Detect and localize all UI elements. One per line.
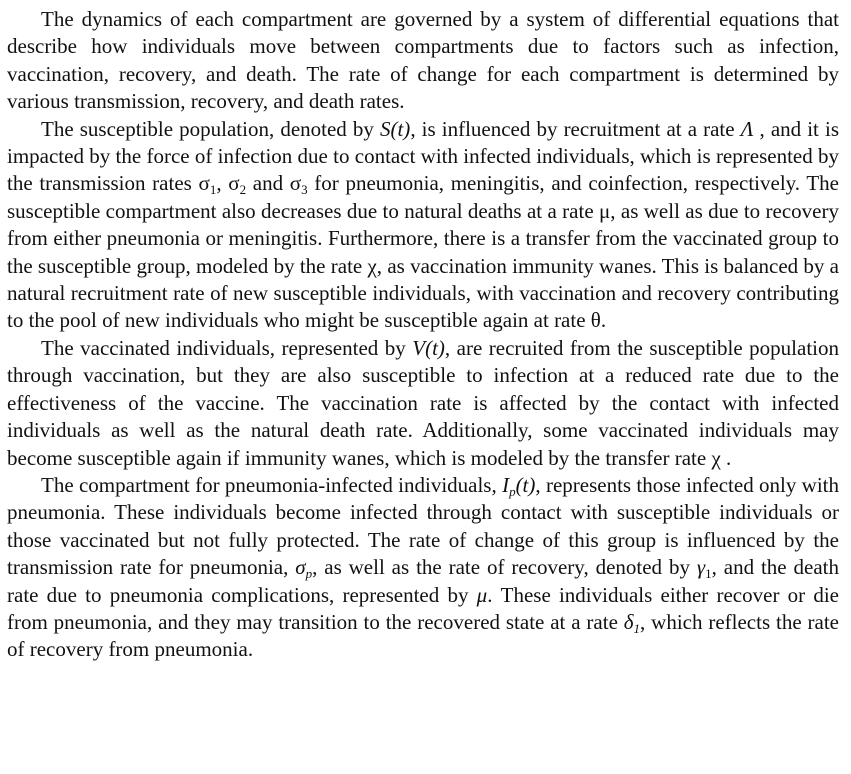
text-run: . These individuals either recover or die from pneumonia, and they may transition to the recovered state at a rate [7, 582, 839, 634]
text-run: and σ [246, 171, 302, 196]
text-run: , which reflects the rate of recovery from pneumonia. [7, 609, 839, 662]
math-time-argument: (t) [515, 472, 536, 497]
math-susceptible-symbol: S(t) [379, 116, 411, 141]
math-recovery-rate: γ [696, 555, 706, 580]
subscript: p [509, 483, 516, 499]
text-run: , represents those infected only with pneumonia. These individuals become infected through contact with susceptible individuals or those vaccinated but not fully protected. The rate of change of this group is influenced by the transmission rate for pneumonia, [7, 472, 840, 580]
text-run: , is influenced by recruitment at a rate [410, 116, 741, 141]
subscript: 1 [209, 182, 217, 198]
text-run: The compartment for pneumonia-infected individuals, [41, 472, 503, 497]
subscript: 1 [633, 620, 641, 636]
math-transmission-rate: σ [295, 555, 306, 580]
text-run: , and the death rate due to pneumonia complications, represented by [7, 555, 839, 607]
text-run: , as well as the rate of recovery, denoted by [312, 555, 697, 580]
paragraph-pneumonia [7, 472, 839, 664]
paragraph-susceptible [7, 116, 839, 335]
math-transition-rate: δ [623, 609, 634, 634]
text-run: , are recruited from the susceptible population through vaccination, but they are also susceptible to infection at a reduced rate due to the effectiveness of the vaccine. The vaccination rate is affected by the contact with infected individuals as well as the natural death rate. Additionally, some vaccinated individuals may become susceptible again if immunity wanes, which is modeled by the transfer rate χ . [7, 335, 840, 470]
math-vaccinated-symbol: V(t) [412, 335, 445, 360]
text-run: The susceptible population, denoted by [41, 116, 380, 141]
subscript: 3 [301, 182, 308, 198]
text-run: , σ [216, 171, 240, 196]
paragraph-text: The dynamics of each compartment are governed by a system of differential equations that describe how individuals move between compartments due to factors such as infection, vaccination, recovery, and death. The rate of change for each compartment is determined by various transmission, recovery, and death rates. [7, 7, 839, 114]
text-run: , and it is impacted by the force of infection due to contact with infected individuals, which is represented by the transmission rates σ [7, 116, 839, 196]
subscript: p [305, 566, 313, 582]
paragraph-vaccinated [7, 335, 839, 472]
math-recruitment-symbol: Λ [740, 116, 754, 141]
subscript: 1 [705, 566, 712, 582]
math-pneumonia-symbol: I [502, 472, 510, 497]
paragraph-dynamics [7, 6, 839, 116]
subscript: 2 [239, 182, 247, 198]
math-death-rate: μ [476, 582, 488, 607]
text-run: for pneumonia, meningitis, and coinfection, respectively. The susceptible compartment also decreases due to natural deaths at a rate μ, as well as due to recovery from either pneumonia or meningitis. Furthermore, there is a transfer from the vaccinated group to the susceptible group, modeled by the rate χ, as vaccination immunity wanes. This is balanced by a natural recruitment rate of new susceptible individuals, with vaccination and recovery contributing to the pool of new individuals who might be susceptible again at rate θ. [7, 171, 839, 333]
text-run: The vaccinated individuals, represented by [41, 335, 413, 360]
